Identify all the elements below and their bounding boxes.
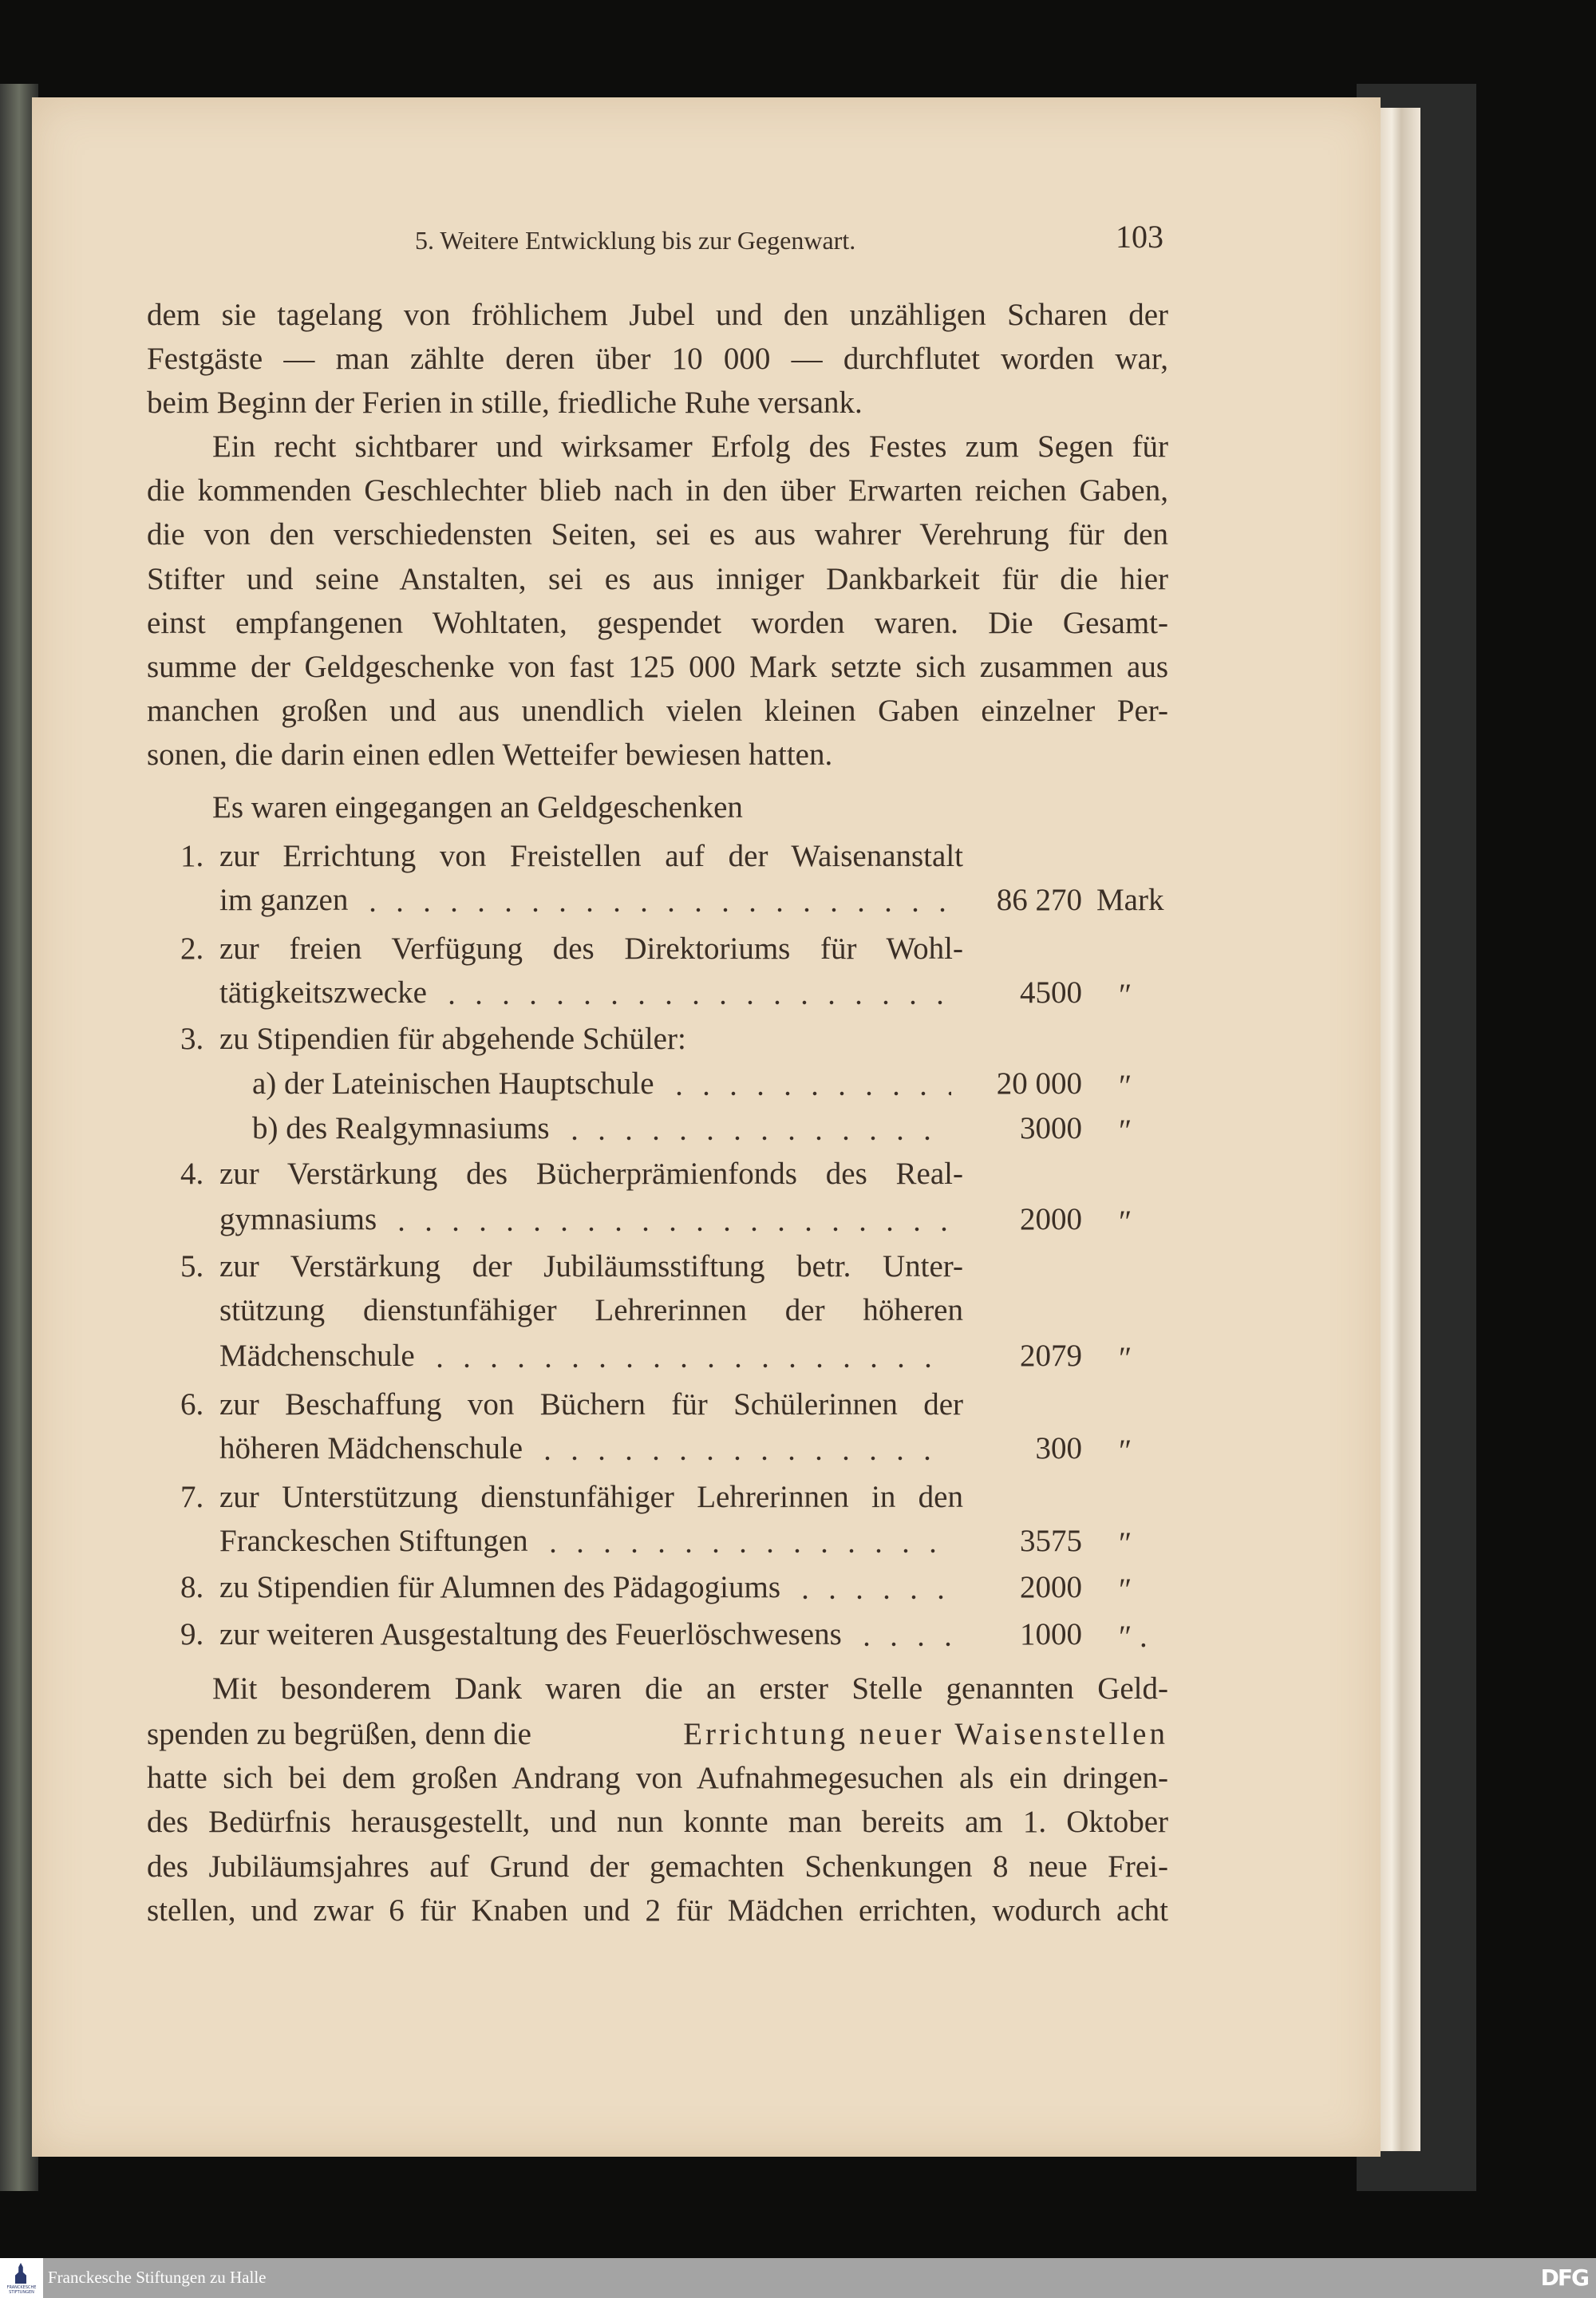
text-line: dem sie tagelang von fröhlichem Jubel und den unzähligen Scharen der xyxy=(147,298,1168,332)
item-text: zur Verstärkung des Bücherprämienfonds des Real- xyxy=(219,1157,963,1191)
logo-text: FRANCKESCHE STIFTUNGEN xyxy=(6,2285,37,2295)
text-segment: spenden zu begrüßen, denn die xyxy=(147,1717,531,1751)
list-item xyxy=(219,973,1082,1013)
ditto-mark: ″ xyxy=(1119,1069,1132,1103)
item-number: 8. xyxy=(180,1570,204,1604)
leader-dots xyxy=(438,1000,951,1005)
item-text: zu Stipendien für abgehende Schüler: xyxy=(219,1022,686,1056)
leader-dots xyxy=(666,1091,951,1096)
item-amount: 3000 xyxy=(1020,1111,1082,1145)
item-number: 3. xyxy=(180,1022,204,1056)
list-item xyxy=(219,880,1082,920)
item-text: stützung dienstunfähiger Lehrerinnen der höheren xyxy=(219,1293,963,1327)
ditto-mark: ″ xyxy=(1119,1434,1132,1468)
text-line: sonen, die darin einen edlen Wetteifer bewiesen hatten. xyxy=(147,738,833,772)
item-text: Franckeschen Stiftungen xyxy=(219,1524,528,1558)
item-amount: 1000 xyxy=(1020,1617,1082,1651)
text-line: Stifter und seine Anstalten, sei es aus inniger Dankbarkeit für die hier xyxy=(147,562,1168,596)
ditto-mark: ″ xyxy=(1119,1204,1132,1239)
text-line: einst empfangenen Wohltaten, gespendet worden waren. Die Gesamt- xyxy=(147,606,1168,640)
list-item xyxy=(219,1336,1082,1376)
list-item xyxy=(219,1200,1082,1240)
item-text: zur freien Verfügung des Direktoriums für Wohl- xyxy=(219,931,963,966)
leader-dots xyxy=(539,1548,951,1553)
ditto-mark: ″ . xyxy=(1119,1620,1148,1654)
item-amount: 3575 xyxy=(1020,1524,1082,1558)
list-item xyxy=(219,1568,1082,1608)
chapter-title: 5. Weitere Entwicklung bis zur Gegenwart. xyxy=(415,226,856,255)
text-line: des Bedürfnis herausgestellt, und nun konnte man bereits am 1. Oktober xyxy=(147,1805,1168,1839)
item-text: tätigkeitszwecke xyxy=(219,975,427,1010)
ditto-mark: ″ xyxy=(1119,1572,1132,1607)
text-line: beim Beginn der Ferien in stille, friedliche Ruhe versank. xyxy=(147,386,863,420)
list-subitem xyxy=(252,1064,1082,1104)
institution-name: Franckesche Stiftungen zu Halle xyxy=(48,2268,267,2287)
item-text: zu Stipendien für Alumnen des Pädagogiums xyxy=(219,1570,780,1604)
list-item xyxy=(219,1615,1082,1655)
leader-dots xyxy=(388,1227,951,1232)
list-item xyxy=(219,1521,1082,1561)
leader-dots xyxy=(853,1642,951,1647)
item-text: a) der Lateinischen Hauptschule xyxy=(252,1066,654,1101)
list-item xyxy=(219,1429,1082,1469)
leader-dots xyxy=(534,1456,951,1461)
item-text: gymnasiums xyxy=(219,1202,377,1236)
item-number: 2. xyxy=(180,931,204,966)
ditto-mark: ″ xyxy=(1119,978,1132,1012)
item-amount: 2000 xyxy=(1020,1570,1082,1604)
statue-icon xyxy=(15,2263,26,2284)
item-text: Mädchenschule xyxy=(219,1339,415,1373)
item-amount: 4500 xyxy=(1020,975,1082,1010)
leader-dots xyxy=(426,1363,951,1368)
ditto-mark: ″ xyxy=(1119,1526,1132,1560)
item-text: zur Beschaffung von Büchern für Schülerinnen der xyxy=(219,1387,963,1422)
list-subitem xyxy=(252,1109,1082,1149)
text-line: die von den verschiedensten Seiten, sei es aus wahrer Verehrung für den xyxy=(147,517,1168,552)
emphasized-text: Errichtung neuer Waisenstellen xyxy=(683,1717,1168,1751)
text-line: summe der Geldgeschenke von fast 125 000 Mark setzte sich zusammen aus xyxy=(147,650,1168,684)
item-text: zur Unterstützung dienstunfähiger Lehrerinnen in den xyxy=(219,1480,963,1514)
text-line: Mit besonderem Dank waren die an erster Stelle genannten Geld- xyxy=(212,1671,1168,1706)
item-number: 5. xyxy=(180,1249,204,1283)
text-line: hatte sich bei dem großen Andrang von Aufnahmegesuchen als ein dringen- xyxy=(147,1761,1168,1795)
item-amount: 2079 xyxy=(1020,1339,1082,1373)
page-number: 103 xyxy=(1116,219,1163,255)
text-line: manchen großen und aus unendlich vielen kleinen Gaben einzelner Per- xyxy=(147,694,1168,728)
viewer-footer-bar xyxy=(0,2258,1596,2298)
item-number: 1. xyxy=(180,839,204,873)
list-intro: Es waren eingegangen an Geldgeschenken xyxy=(212,790,743,825)
item-number: 7. xyxy=(180,1480,204,1514)
currency-unit: Mark xyxy=(1096,883,1164,917)
dfg-logo[interactable]: DFG xyxy=(1540,2264,1588,2291)
item-amount: 86 270 xyxy=(996,883,1082,917)
item-amount: 300 xyxy=(1035,1431,1082,1465)
item-text: höheren Mädchenschule xyxy=(219,1431,523,1465)
text-line xyxy=(147,1715,1168,1754)
item-number: 6. xyxy=(180,1387,204,1422)
text-line: Ein recht sichtbarer und wirksamer Erfolg des Festes zum Segen für xyxy=(212,429,1168,464)
text-line: stellen, und zwar 6 für Knaben und 2 für Mädchen errichten, wodurch acht xyxy=(147,1893,1168,1928)
item-amount: 2000 xyxy=(1020,1202,1082,1236)
item-text: im ganzen xyxy=(219,883,349,917)
ditto-mark: ″ xyxy=(1119,1341,1132,1375)
leader-dots xyxy=(792,1595,951,1600)
leader-dots xyxy=(561,1136,951,1141)
text-line: die kommenden Geschlechter blieb nach in den über Erwarten reichen Gaben, xyxy=(147,473,1168,508)
item-text: zur Errichtung von Freistellen auf der Waisenanstalt xyxy=(219,839,963,873)
item-amount: 20 000 xyxy=(996,1066,1082,1101)
item-number: 9. xyxy=(180,1617,204,1651)
leader-dots xyxy=(359,908,951,912)
item-number: 4. xyxy=(180,1157,204,1191)
text-line: des Jubiläumsjahres auf Grund der gemachten Schenkungen 8 neue Frei- xyxy=(147,1849,1168,1884)
institution-logo[interactable] xyxy=(0,2258,43,2298)
item-text: b) des Realgymnasiums xyxy=(252,1111,550,1145)
item-text: zur weiteren Ausgestaltung des Feuerlöschwesens xyxy=(219,1617,842,1651)
item-text: zur Verstärkung der Jubiläumsstiftung betr. Unter- xyxy=(219,1249,963,1283)
ditto-mark: ″ xyxy=(1119,1113,1132,1148)
text-line: Festgäste — man zählte deren über 10 000 — durchflutet worden war, xyxy=(147,342,1168,376)
